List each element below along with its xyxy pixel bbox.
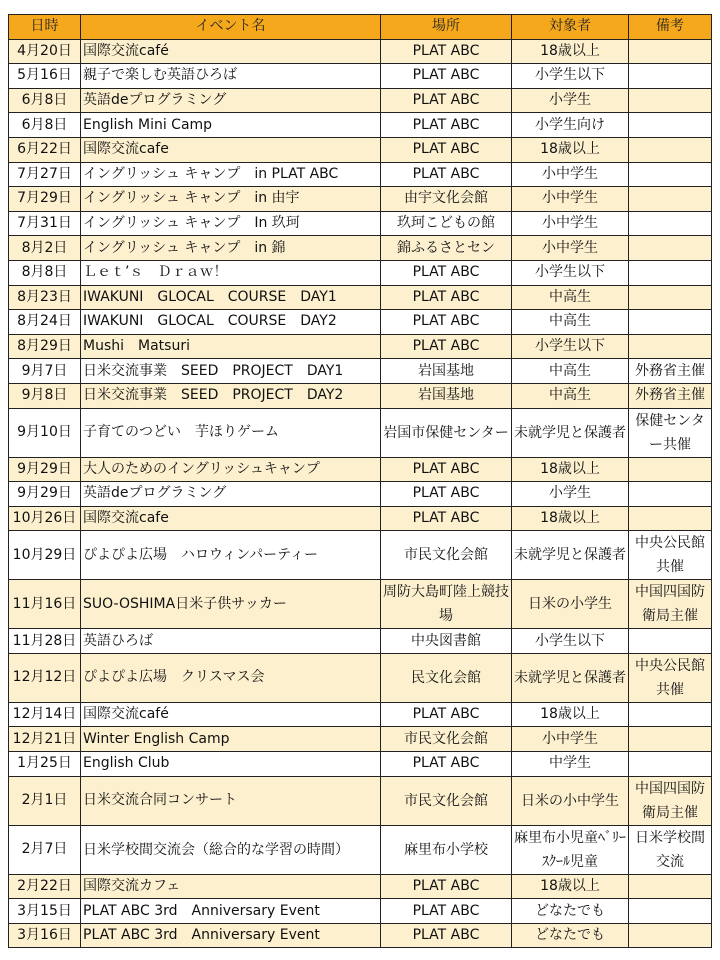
date-cell: 6月22日 bbox=[9, 137, 81, 162]
note-cell bbox=[629, 64, 712, 89]
place-cell: 周防大島町陸上競技場 bbox=[381, 580, 512, 629]
target-cell: 小中学生 bbox=[512, 727, 629, 752]
header-note: 備考 bbox=[629, 15, 712, 40]
event-name-cell: Mushi Matsuri bbox=[81, 334, 381, 359]
place-cell: PLAT ABC bbox=[381, 113, 512, 138]
event-name-cell: 英語deプログラミング bbox=[81, 88, 381, 113]
date-cell: 9月29日 bbox=[9, 457, 81, 482]
place-cell: PLAT ABC bbox=[381, 162, 512, 187]
table-row bbox=[9, 506, 712, 531]
table-header-row bbox=[9, 15, 712, 40]
place-cell: PLAT ABC bbox=[381, 137, 512, 162]
table-row bbox=[9, 653, 712, 702]
table-row bbox=[9, 531, 712, 580]
target-cell: 小学生 bbox=[512, 88, 629, 113]
table-row bbox=[9, 825, 712, 874]
target-cell: 小中学生 bbox=[512, 162, 629, 187]
table-row bbox=[9, 39, 712, 64]
event-name-cell: イングリッシュ キャンプ in 由宇 bbox=[81, 187, 381, 212]
target-cell: 中学生 bbox=[512, 752, 629, 777]
note-cell bbox=[629, 162, 712, 187]
date-cell: 1月25日 bbox=[9, 752, 81, 777]
event-name-cell: 国際交流cafe bbox=[81, 137, 381, 162]
table-row bbox=[9, 776, 712, 825]
note-cell bbox=[629, 457, 712, 482]
event-name-cell: イングリッシュ キャンプ in PLAT ABC bbox=[81, 162, 381, 187]
place-cell: 市民文化会館 bbox=[381, 531, 512, 580]
note-cell bbox=[629, 137, 712, 162]
target-cell: 小学生以下 bbox=[512, 629, 629, 654]
event-name-cell: English Mini Camp bbox=[81, 113, 381, 138]
target-cell: 小中学生 bbox=[512, 236, 629, 261]
place-cell: 岩国市保健センター bbox=[381, 408, 512, 457]
place-cell: PLAT ABC bbox=[381, 899, 512, 924]
target-cell: 小中学生 bbox=[512, 211, 629, 236]
note-cell: 外務省主催 bbox=[629, 383, 712, 408]
target-cell: 18歳以上 bbox=[512, 137, 629, 162]
event-name-cell: 国際交流cafe bbox=[81, 506, 381, 531]
note-cell bbox=[629, 88, 712, 113]
note-cell: 外務省主催 bbox=[629, 359, 712, 384]
date-cell: 2月7日 bbox=[9, 825, 81, 874]
note-cell bbox=[629, 727, 712, 752]
date-cell: 5月16日 bbox=[9, 64, 81, 89]
place-cell: PLAT ABC bbox=[381, 702, 512, 727]
date-cell: 12月14日 bbox=[9, 702, 81, 727]
place-cell: PLAT ABC bbox=[381, 923, 512, 948]
place-cell: 市民文化会館 bbox=[381, 727, 512, 752]
note-cell: 中国四国防衛局主催 bbox=[629, 580, 712, 629]
table-row bbox=[9, 899, 712, 924]
event-name-cell: ぴよぴよ広場 ハロウィンパーティー bbox=[81, 531, 381, 580]
target-cell: 中高生 bbox=[512, 383, 629, 408]
note-cell bbox=[629, 702, 712, 727]
table-row bbox=[9, 64, 712, 89]
event-name-cell: 国際交流café bbox=[81, 39, 381, 64]
target-cell: 18歳以上 bbox=[512, 702, 629, 727]
table-row bbox=[9, 285, 712, 310]
note-cell: 中央公民館共催 bbox=[629, 653, 712, 702]
target-cell: 18歳以上 bbox=[512, 874, 629, 899]
table-row bbox=[9, 752, 712, 777]
event-name-cell: English Club bbox=[81, 752, 381, 777]
place-cell: 岩国基地 bbox=[381, 383, 512, 408]
place-cell: 岩国基地 bbox=[381, 359, 512, 384]
note-cell bbox=[629, 310, 712, 335]
event-name-cell: 日米交流事業 SEED PROJECT DAY1 bbox=[81, 359, 381, 384]
target-cell: 18歳以上 bbox=[512, 506, 629, 531]
place-cell: PLAT ABC bbox=[381, 39, 512, 64]
note-cell bbox=[629, 899, 712, 924]
event-name-cell: 国際交流café bbox=[81, 702, 381, 727]
date-cell: 9月10日 bbox=[9, 408, 81, 457]
note-cell bbox=[629, 39, 712, 64]
date-cell: 12月21日 bbox=[9, 727, 81, 752]
note-cell bbox=[629, 260, 712, 285]
table-row bbox=[9, 923, 712, 948]
event-name-cell: ぴよぴよ広場 クリスマス会 bbox=[81, 653, 381, 702]
table-row bbox=[9, 236, 712, 261]
table-row bbox=[9, 482, 712, 507]
table-row bbox=[9, 874, 712, 899]
target-cell: 小中学生 bbox=[512, 187, 629, 212]
note-cell bbox=[629, 506, 712, 531]
date-cell: 9月29日 bbox=[9, 482, 81, 507]
date-cell: 7月29日 bbox=[9, 187, 81, 212]
date-cell: 3月15日 bbox=[9, 899, 81, 924]
header-date: 日時 bbox=[9, 15, 81, 40]
target-cell: どなたでも bbox=[512, 923, 629, 948]
event-name-cell: IWAKUNI GLOCAL COURSE DAY1 bbox=[81, 285, 381, 310]
note-cell bbox=[629, 285, 712, 310]
date-cell: 10月26日 bbox=[9, 506, 81, 531]
note-cell bbox=[629, 629, 712, 654]
note-cell: 中央公民館共催 bbox=[629, 531, 712, 580]
place-cell: 市民文化会館 bbox=[381, 776, 512, 825]
table-row bbox=[9, 629, 712, 654]
place-cell: PLAT ABC bbox=[381, 482, 512, 507]
target-cell: 日米の小学生 bbox=[512, 580, 629, 629]
place-cell: PLAT ABC bbox=[381, 457, 512, 482]
event-name-cell: Ｌｅｔ’ｓ Ｄｒａｗ！ bbox=[81, 260, 381, 285]
date-cell: 6月8日 bbox=[9, 88, 81, 113]
date-cell: 3月16日 bbox=[9, 923, 81, 948]
table-row bbox=[9, 359, 712, 384]
event-name-cell: 親子で楽しむ英語ひろば bbox=[81, 64, 381, 89]
header-place: 場所 bbox=[381, 15, 512, 40]
note-cell: 保健センター共催 bbox=[629, 408, 712, 457]
note-cell bbox=[629, 334, 712, 359]
event-name-cell: 英語ひろば bbox=[81, 629, 381, 654]
event-name-cell: 日米交流合同コンサート bbox=[81, 776, 381, 825]
table-row bbox=[9, 383, 712, 408]
event-name-cell: 大人のためのイングリッシュキャンプ bbox=[81, 457, 381, 482]
table-row bbox=[9, 408, 712, 457]
date-cell: 8月24日 bbox=[9, 310, 81, 335]
place-cell: 錦ふるさとセン bbox=[381, 236, 512, 261]
date-cell: 4月20日 bbox=[9, 39, 81, 64]
place-cell: 中央図書館 bbox=[381, 629, 512, 654]
event-name-cell: 国際交流カフェ bbox=[81, 874, 381, 899]
event-schedule-table bbox=[8, 14, 712, 948]
event-name-cell: 子育てのつどい 芋ほりゲーム bbox=[81, 408, 381, 457]
event-name-cell: PLAT ABC 3rd Anniversary Event bbox=[81, 899, 381, 924]
date-cell: 10月29日 bbox=[9, 531, 81, 580]
place-cell: PLAT ABC bbox=[381, 874, 512, 899]
target-cell: どなたでも bbox=[512, 899, 629, 924]
place-cell: PLAT ABC bbox=[381, 310, 512, 335]
table-body bbox=[9, 39, 712, 948]
target-cell: 小学生以下 bbox=[512, 260, 629, 285]
place-cell: 由宇文化会館 bbox=[381, 187, 512, 212]
note-cell bbox=[629, 236, 712, 261]
date-cell: 12月12日 bbox=[9, 653, 81, 702]
date-cell: 8月23日 bbox=[9, 285, 81, 310]
date-cell: 11月28日 bbox=[9, 629, 81, 654]
table-row bbox=[9, 162, 712, 187]
event-name-cell: Winter English Camp bbox=[81, 727, 381, 752]
place-cell: 玖珂こどもの館 bbox=[381, 211, 512, 236]
event-name-cell: イングリッシュ キャンプ in 錦 bbox=[81, 236, 381, 261]
target-cell: 麻里布小児童ﾍﾞﾘｰｽｸｰﾙ児童 bbox=[512, 825, 629, 874]
target-cell: 未就学児と保護者 bbox=[512, 408, 629, 457]
place-cell: 民文化会館 bbox=[381, 653, 512, 702]
note-cell bbox=[629, 113, 712, 138]
date-cell: 9月7日 bbox=[9, 359, 81, 384]
date-cell: 7月27日 bbox=[9, 162, 81, 187]
header-target: 対象者 bbox=[512, 15, 629, 40]
event-name-cell: イングリッシュ キャンプ In 玖珂 bbox=[81, 211, 381, 236]
target-cell: 小学生向け bbox=[512, 113, 629, 138]
header-event-name: イベント名 bbox=[81, 15, 381, 40]
table-row bbox=[9, 211, 712, 236]
note-cell bbox=[629, 874, 712, 899]
place-cell: PLAT ABC bbox=[381, 285, 512, 310]
target-cell: 中高生 bbox=[512, 359, 629, 384]
target-cell: 18歳以上 bbox=[512, 457, 629, 482]
place-cell: PLAT ABC bbox=[381, 752, 512, 777]
place-cell: PLAT ABC bbox=[381, 64, 512, 89]
note-cell bbox=[629, 923, 712, 948]
target-cell: 未就学児と保護者 bbox=[512, 653, 629, 702]
table-row bbox=[9, 580, 712, 629]
event-name-cell: 日米学校間交流会（総合的な学習の時間） bbox=[81, 825, 381, 874]
date-cell: 8月2日 bbox=[9, 236, 81, 261]
place-cell: PLAT ABC bbox=[381, 506, 512, 531]
note-cell bbox=[629, 211, 712, 236]
date-cell: 6月8日 bbox=[9, 113, 81, 138]
place-cell: PLAT ABC bbox=[381, 88, 512, 113]
date-cell: 9月8日 bbox=[9, 383, 81, 408]
table-row bbox=[9, 137, 712, 162]
date-cell: 2月22日 bbox=[9, 874, 81, 899]
note-cell bbox=[629, 482, 712, 507]
note-cell bbox=[629, 187, 712, 212]
date-cell: 7月31日 bbox=[9, 211, 81, 236]
table-row bbox=[9, 727, 712, 752]
event-name-cell: 日米交流事業 SEED PROJECT DAY2 bbox=[81, 383, 381, 408]
table-row bbox=[9, 334, 712, 359]
target-cell: 18歳以上 bbox=[512, 39, 629, 64]
place-cell: PLAT ABC bbox=[381, 260, 512, 285]
event-name-cell: IWAKUNI GLOCAL COURSE DAY2 bbox=[81, 310, 381, 335]
target-cell: 中高生 bbox=[512, 285, 629, 310]
table-row bbox=[9, 88, 712, 113]
table-row bbox=[9, 457, 712, 482]
target-cell: 小学生以下 bbox=[512, 64, 629, 89]
table-row bbox=[9, 310, 712, 335]
note-cell: 中国四国防衛局主催 bbox=[629, 776, 712, 825]
date-cell: 8月8日 bbox=[9, 260, 81, 285]
table-row bbox=[9, 187, 712, 212]
target-cell: 中高生 bbox=[512, 310, 629, 335]
table-row bbox=[9, 702, 712, 727]
target-cell: 小学生以下 bbox=[512, 334, 629, 359]
target-cell: 小学生 bbox=[512, 482, 629, 507]
target-cell: 日米の小中学生 bbox=[512, 776, 629, 825]
note-cell bbox=[629, 752, 712, 777]
date-cell: 8月29日 bbox=[9, 334, 81, 359]
target-cell: 未就学児と保護者 bbox=[512, 531, 629, 580]
table-row bbox=[9, 260, 712, 285]
date-cell: 11月16日 bbox=[9, 580, 81, 629]
place-cell: PLAT ABC bbox=[381, 334, 512, 359]
note-cell: 日米学校間交流 bbox=[629, 825, 712, 874]
table-row bbox=[9, 113, 712, 138]
event-name-cell: SUO-OSHIMA日米子供サッカー bbox=[81, 580, 381, 629]
event-name-cell: PLAT ABC 3rd Anniversary Event bbox=[81, 923, 381, 948]
date-cell: 2月1日 bbox=[9, 776, 81, 825]
event-name-cell: 英語deプログラミング bbox=[81, 482, 381, 507]
place-cell: 麻里布小学校 bbox=[381, 825, 512, 874]
